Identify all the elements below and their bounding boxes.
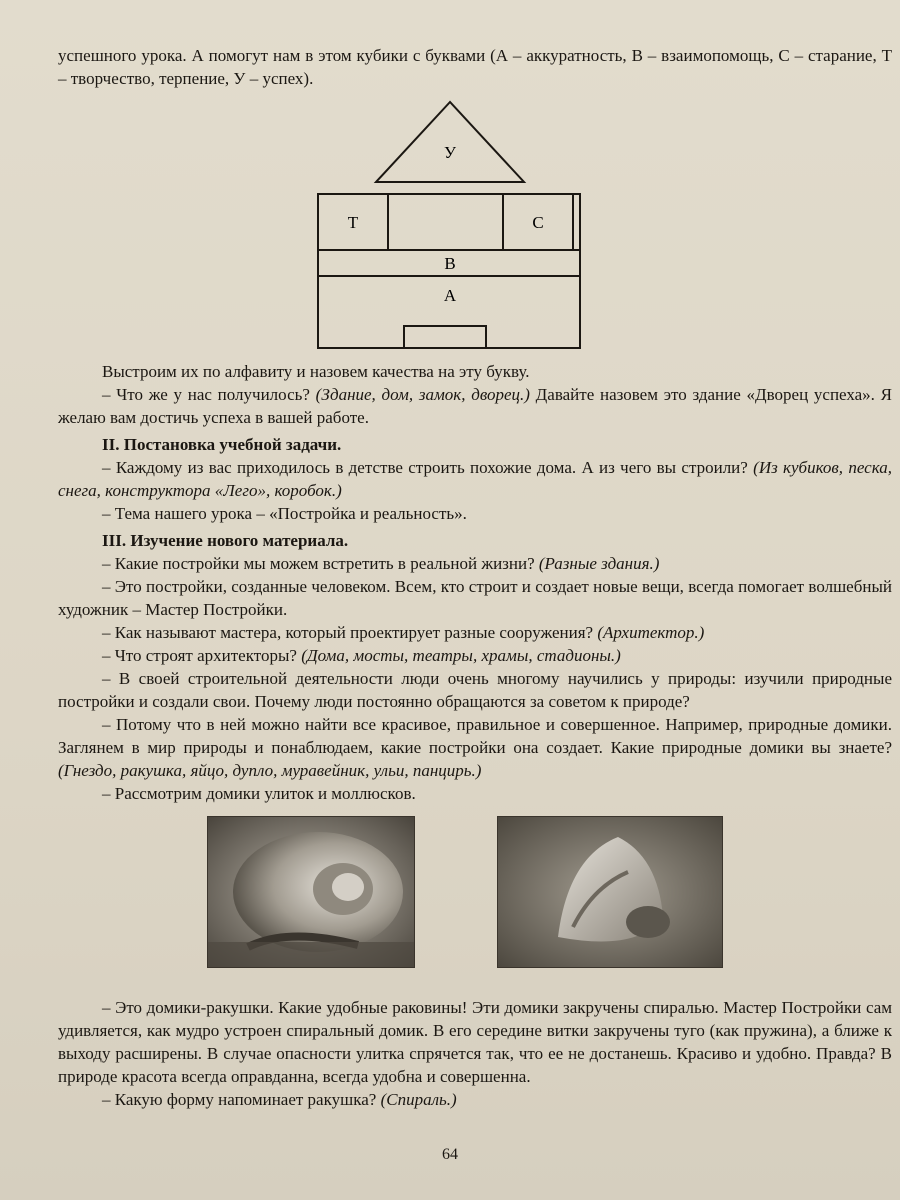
which-paragraph: – Какие постройки мы можем встретить в реальной жизни? (Разные здания.) (102, 554, 660, 573)
arch-paragraph: – Что строят архитекторы? (Дома, мосты, театры, храмы, стадионы.) (102, 646, 621, 665)
nature-paragraph: – В своей строительной деятельности люди очень многому научились у природы: изучили природные постройки и создали свои. Почему люди постоянно обращаются за советом к природе? (58, 669, 892, 711)
roof-letter: У (443, 143, 457, 162)
intro-text: успешного урока. А помогут нам в этом кубики с буквами (А – аккуратность, В – взаимопомощь, С – старание, Т – творчество, терпение, У – успех). (58, 46, 892, 88)
topic-paragraph: – Тема нашего урока – «Постройка и реальность». (102, 504, 467, 523)
section-three-heading: III. Изучение нового материала. (102, 531, 349, 550)
roof-triangle (376, 102, 524, 182)
middle-letter: В (444, 254, 456, 273)
shells-paragraph: – Это домики-ракушки. Какие удобные раковины! Эти домики закручены спиралью. Мастер Постройки сам удивляется, как мудро устроен спиральный домик. В его середине витки закручены туго (как пружина), а ближе к выходу расширены. В случае опасности улитка спрячется так, что ее не достанешь. Красиво и удобно. Правда? В природе красота всегда оправданна, всегда удобна и совершенна. (58, 998, 892, 1086)
child-paragraph: – Каждому из вас приходилось в детстве строить похожие дома. А из чего вы строили? (Из кубиков, песка, снега, конструктора «Лего», коробок.) (58, 458, 892, 500)
snail-photo (207, 816, 415, 968)
closing-text (58, 996, 892, 1111)
look-paragraph: – Рассмотрим домики улиток и моллюсков. (102, 784, 416, 803)
left-letter: Т (347, 213, 359, 232)
main-text (58, 360, 892, 805)
intro-paragraph (58, 44, 892, 90)
right-letter: С (532, 213, 544, 232)
because-paragraph: – Потому что в ней можно найти все красивое, правильное и совершенное. Например, природные домики. Заглянем в мир природы и понаблюдаем, какие постройки она создает. Какие природные домики вы знаете? (Гнездо, ракушка, яйцо, дупло, муравейник, ульи, панцирь.) (58, 715, 892, 780)
section-two-heading: II. Постановка учебной задачи. (102, 435, 342, 454)
master-paragraph: – Как называют мастера, который проектирует разные сооружения? (Архитектор.) (102, 623, 705, 642)
page-number: 64 (442, 1146, 458, 1163)
house-door (404, 326, 486, 348)
seashell-photo (497, 816, 723, 968)
house-diagram (310, 100, 590, 355)
build-paragraph: Выстроим их по алфавиту и назовем качества на эту букву. (102, 362, 530, 381)
what-paragraph: – Что же у нас получилось? (Здание, дом, замок, дворец.) Давайте назовем это здание «Дворец успеха». Я желаю вам достичь успеха в вашей работе. (58, 385, 893, 427)
form-paragraph: – Какую форму напоминает ракушка? (Спираль.) (102, 1090, 457, 1109)
base-letter: А (443, 286, 457, 305)
these-paragraph: – Это постройки, созданные человеком. Всем, кто строит и создает новые вещи, всегда помогает волшебный художник – Мастер Постройки. (58, 577, 892, 619)
